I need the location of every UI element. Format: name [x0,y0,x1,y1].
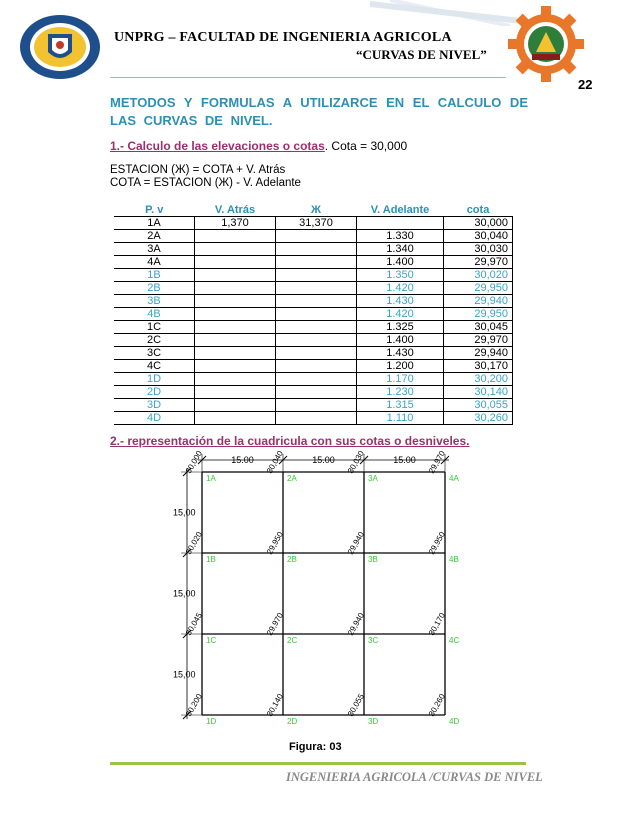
grid-point-label: 2D [287,717,298,726]
cell-cota: 30,000 [444,217,513,230]
section1-title: 1.- Calculo de las elevaciones o cotas [110,139,325,153]
grid-point-label: 2B [287,555,297,564]
cell-estacion [276,386,357,399]
cell-estacion [276,334,357,347]
grid-point-cota: 30,170 [426,611,447,637]
section2-title: 2.- representación de la cuadricula con sus cotas o desniveles. [110,434,470,448]
cell-pv: 1C [114,321,195,334]
cell-pv: 3B [114,295,195,308]
table-row [114,386,513,399]
cell-v-atras [195,334,276,347]
cell-cota: 30,200 [444,373,513,386]
grid-point-label: 1D [206,717,217,726]
table-row [114,360,513,373]
grid-point-cota: 30,020 [183,530,204,556]
dimension-label-top: 15.00 [231,455,254,465]
grid-point-cota: 29,940 [345,530,366,556]
cell-pv: 3A [114,243,195,256]
cell-estacion [276,269,357,282]
table-row [114,243,513,256]
university-seal-logo [18,14,102,80]
grid-point-cota: 30,260 [426,692,447,718]
cell-pv: 1A [114,217,195,230]
cell-pv: 1B [114,269,195,282]
cell-cota: 29,950 [444,282,513,295]
grid-point-cota: 30,045 [183,611,204,637]
cell-pv: 3C [114,347,195,360]
cell-v-atras [195,360,276,373]
cell-estacion [276,282,357,295]
grid-point-label: 4D [449,717,460,726]
footer-divider [110,762,526,765]
table-row [114,334,513,347]
grid-point-label: 2C [287,636,298,645]
cell-cota: 29,940 [444,295,513,308]
cell-estacion [276,321,357,334]
cell-v-adelante: 1.350 [357,269,444,282]
cell-v-atras [195,399,276,412]
cell-v-atras [195,412,276,425]
cell-cota: 29,970 [444,334,513,347]
table-row [114,217,513,230]
cell-v-atras [195,373,276,386]
grid-point-cota: 29,940 [345,611,366,637]
cell-v-atras [195,256,276,269]
table-header-row [114,203,513,217]
cell-pv: 1D [114,373,195,386]
cell-v-atras [195,243,276,256]
cell-pv: 4D [114,412,195,425]
cell-v-adelante: 1.420 [357,308,444,321]
grid-point-cota: 30,200 [183,692,204,718]
cell-estacion [276,243,357,256]
table-row [114,282,513,295]
cell-cota: 30,055 [444,399,513,412]
col-header-cota: cota [444,203,513,217]
grid-point-label: 1C [206,636,217,645]
cell-v-atras: 1,370 [195,217,276,230]
elevation-table [114,203,513,425]
header-divider [110,77,506,78]
table-row [114,373,513,386]
cell-v-atras [195,269,276,282]
table-row [114,230,513,243]
cell-v-atras [195,282,276,295]
grid-point-label: 3A [368,474,378,483]
table-row [114,269,513,282]
grid-point-label: 2A [287,474,297,483]
cell-estacion [276,360,357,373]
agricultural-gear-logo [506,6,586,82]
cell-v-adelante: 1.230 [357,386,444,399]
cell-v-adelante: 1.110 [357,412,444,425]
cell-estacion [276,230,357,243]
cell-v-adelante: 1.430 [357,295,444,308]
dimension-label-top: 15.00 [312,455,335,465]
grid-point-cota: 29,970 [264,611,285,637]
cell-v-atras [195,386,276,399]
cell-v-adelante: 1.325 [357,321,444,334]
table-row [114,347,513,360]
col-header-pv: P. v [114,203,195,217]
col-header-estacion: Ж [276,203,357,217]
figure-caption: Figura: 03 [289,741,342,753]
section1-note: . Cota = 30,000 [324,139,408,153]
main-heading: METODOS Y FORMULAS A UTILIZARCE EN EL CALCULO DE LAS CURVAS DE NIVEL. [110,95,528,128]
dimension-label-left: 15,00 [173,588,196,599]
table-row [114,412,513,425]
dimension-label-left: 15,00 [173,669,196,680]
cell-v-atras [195,347,276,360]
cell-v-adelante: 1.400 [357,256,444,269]
cell-v-adelante: 1.420 [357,282,444,295]
cell-cota: 30,020 [444,269,513,282]
table-row [114,256,513,269]
dimension-label-top: 15.00 [393,455,416,465]
grid-point-cota: 30,140 [264,692,285,718]
cell-cota: 30,140 [444,386,513,399]
section1-heading [110,139,407,153]
cell-estacion [276,412,357,425]
formula-cota: COTA = ESTACION (Ж) - V. Adelante [110,177,301,189]
cell-cota: 30,040 [444,230,513,243]
page-number: 22 [578,77,593,92]
cell-v-adelante [357,217,444,230]
header-title: UNPRG – FACULTAD DE INGENIERIA AGRICOLA [114,30,452,45]
cell-v-adelante: 1.315 [357,399,444,412]
footer-text: INGENIERIA AGRICOLA /CURVAS DE NIVEL [286,770,543,784]
grid-point-label: 4C [449,636,460,645]
cell-cota: 30,260 [444,412,513,425]
grid-point-cota: 29,950 [426,530,447,556]
cell-cota: 30,030 [444,243,513,256]
cell-estacion [276,399,357,412]
grid-figure [165,448,465,738]
cell-estacion [276,295,357,308]
cell-pv: 2A [114,230,195,243]
grid-point-label: 1B [206,555,216,564]
cell-estacion [276,373,357,386]
cell-v-atras [195,230,276,243]
col-header-v-adelante: V. Adelante [357,203,444,217]
cell-cota: 29,940 [444,347,513,360]
grid-point-cota: 29,970 [426,449,447,475]
cell-v-atras [195,321,276,334]
table-row [114,399,513,412]
cell-pv: 2C [114,334,195,347]
cell-v-adelante: 1.340 [357,243,444,256]
grid-point-cota: 30,030 [345,449,366,475]
table-row [114,308,513,321]
cell-v-adelante: 1.430 [357,347,444,360]
grid-point-label: 4A [449,474,459,483]
grid-point-label: 4B [449,555,459,564]
cell-v-atras [195,295,276,308]
cell-v-adelante: 1.170 [357,373,444,386]
cell-v-atras [195,308,276,321]
cell-pv: 4A [114,256,195,269]
cell-pv: 4B [114,308,195,321]
header-subtitle: “CURVAS DE NIVEL” [356,47,487,62]
cell-v-adelante: 1.330 [357,230,444,243]
grid-point-label: 1A [206,474,216,483]
grid-point-label: 3C [368,636,379,645]
grid-point-cota: 30,000 [183,449,204,475]
grid-point-label: 3B [368,555,378,564]
grid-point-cota: 29,950 [264,530,285,556]
cell-estacion [276,308,357,321]
cell-v-adelante: 1.400 [357,334,444,347]
cell-pv: 3D [114,399,195,412]
cell-pv: 4C [114,360,195,373]
formula-estacion: ESTACION (Ж) = COTA + V. Atrás [110,164,286,176]
cell-estacion: 31,370 [276,217,357,230]
grid-point-label: 3D [368,717,379,726]
table-row [114,295,513,308]
cell-cota: 29,950 [444,308,513,321]
cell-cota: 30,170 [444,360,513,373]
grid-point-cota: 30,040 [264,449,285,475]
col-header-v-atras: V. Atrás [195,203,276,217]
cell-cota: 29,970 [444,256,513,269]
dimension-label-left: 15,00 [173,507,196,518]
cell-estacion [276,256,357,269]
cell-estacion [276,347,357,360]
table-row [114,321,513,334]
cell-pv: 2D [114,386,195,399]
cell-cota: 30,045 [444,321,513,334]
cell-pv: 2B [114,282,195,295]
grid-point-cota: 30,055 [345,692,366,718]
cell-v-adelante: 1.200 [357,360,444,373]
